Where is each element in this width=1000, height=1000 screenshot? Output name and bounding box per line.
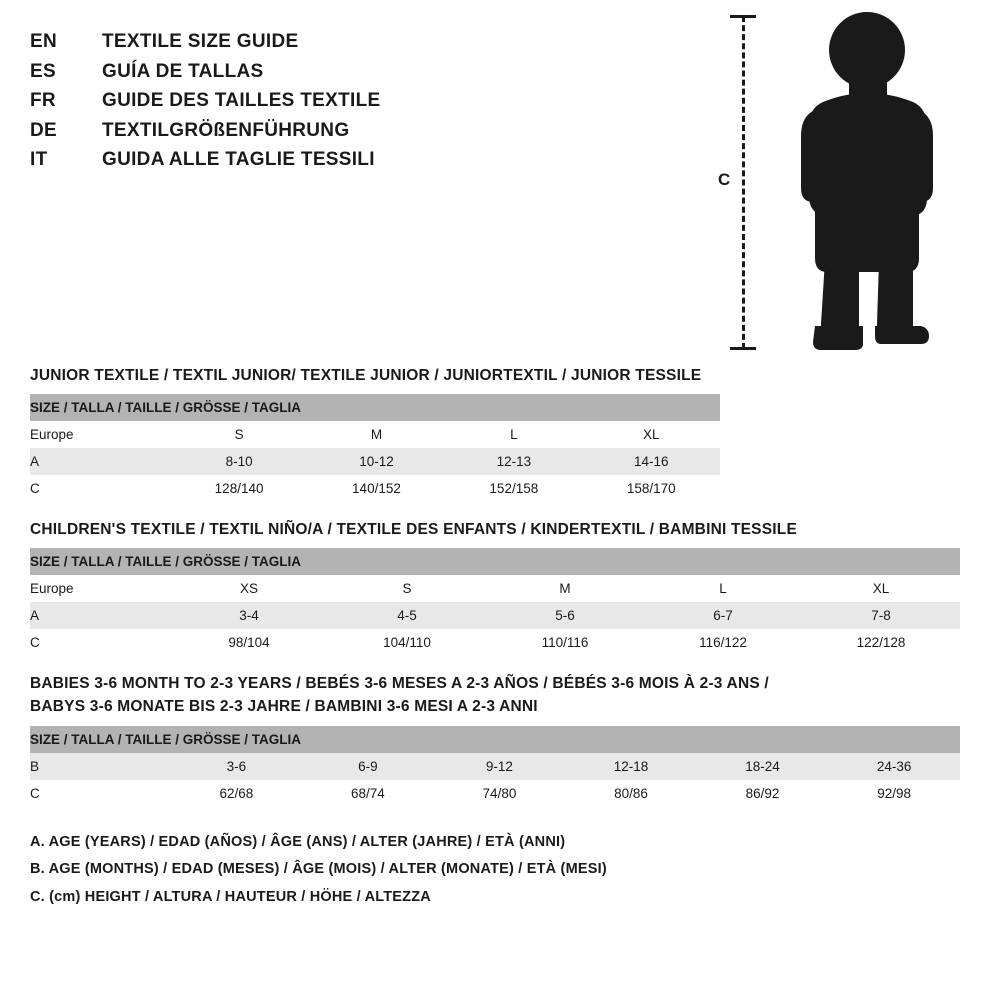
table-row: [30, 753, 960, 780]
row-value: 158/170: [583, 475, 720, 502]
header-language-code: IT: [30, 149, 48, 171]
section-title-line1: BABIES 3-6 MONTH TO 2-3 YEARS / BEBÉS 3-6 MESES A 2-3 AÑOS / BÉBÉS 3-6 MOIS À 2-3 ANS /: [30, 675, 769, 693]
header-row: [30, 87, 670, 115]
row-value: S: [170, 421, 307, 448]
row-value: 3-4: [170, 602, 328, 629]
header-language-code: FR: [30, 90, 56, 112]
row-label: A: [30, 448, 170, 475]
row-label: C: [30, 475, 170, 502]
table-row: [30, 421, 720, 448]
measure-cap-top: [730, 15, 756, 18]
row-value: XS: [170, 575, 328, 602]
row-value: 6-9: [302, 753, 434, 780]
header-title-text: GUÍA DE TALLAS: [102, 60, 264, 82]
table-header-row: [30, 726, 960, 753]
section-title: [30, 364, 970, 387]
row-value: 18-24: [697, 753, 829, 780]
row-value: M: [308, 421, 445, 448]
header-title-text: TEXTILGRÖßENFÜHRUNG: [102, 119, 350, 141]
header-row: [30, 146, 670, 174]
row-value: 6-7: [644, 602, 802, 629]
header-language-code: ES: [30, 60, 56, 82]
header-title-text: TEXTILE SIZE GUIDE: [102, 31, 299, 52]
table-row: [30, 629, 960, 656]
table-header-label: SIZE / TALLA / TAILLE / GRÖSSE / TAGLIA: [30, 394, 720, 421]
height-measure-figure: [718, 10, 960, 355]
row-label: C: [30, 629, 170, 656]
row-value: 140/152: [308, 475, 445, 502]
legend-item: B. AGE (MONTHS) / EDAD (MESES) / ÂGE (MOIS) / ALTER (MONATE) / ETÀ (MESI): [30, 861, 607, 878]
header-row: [30, 58, 670, 86]
legend-item: A. AGE (YEARS) / EDAD (AÑOS) / ÂGE (ANS) / ALTER (JAHRE) / ETÀ (ANNI): [30, 833, 566, 850]
size-tables-container: [30, 364, 970, 807]
table-header-row: [30, 394, 720, 421]
row-value: 5-6: [486, 602, 644, 629]
row-value: 68/74: [302, 780, 434, 807]
header-language-list: [30, 28, 670, 174]
row-value: 24-36: [828, 753, 960, 780]
table-header-row: [30, 548, 960, 575]
row-label: Europe: [30, 575, 170, 602]
section-title-line1: CHILDREN'S TEXTILE / TEXTIL NIÑO/A / TEXTILE DES ENFANTS / KINDERTEXTIL / BAMBINI TESSILE: [30, 520, 797, 538]
section-title-line2: BABYS 3-6 MONATE BIS 2-3 JAHRE / BAMBINI 3-6 MESI A 2-3 ANNI: [30, 698, 538, 716]
table-row: [30, 448, 720, 475]
section-title-line1: JUNIOR TEXTILE / TEXTIL JUNIOR/ TEXTILE JUNIOR / JUNIORTEXTIL / JUNIOR TESSILE: [30, 366, 702, 384]
row-value: 9-12: [434, 753, 566, 780]
row-value: L: [644, 575, 802, 602]
row-value: L: [445, 421, 582, 448]
row-value: 110/116: [486, 629, 644, 656]
table-row: [30, 475, 720, 502]
size-table: [30, 394, 720, 502]
header-language-code: DE: [30, 119, 57, 141]
header-row: [30, 117, 670, 145]
size-section: [30, 364, 970, 502]
table-header-label: SIZE / TALLA / TAILLE / GRÖSSE / TAGLIA: [30, 726, 960, 753]
row-value: XL: [802, 575, 960, 602]
row-value: 152/158: [445, 475, 582, 502]
size-section: [30, 518, 970, 656]
row-value: 3-6: [171, 753, 303, 780]
row-value: 14-16: [583, 448, 720, 475]
row-value: 8-10: [170, 448, 307, 475]
header-title-text: GUIDE DES TAILLES TEXTILE: [102, 90, 381, 112]
table-row: [30, 780, 960, 807]
row-value: 62/68: [171, 780, 303, 807]
section-title: [30, 672, 970, 719]
row-value: 104/110: [328, 629, 486, 656]
section-title: [30, 518, 970, 541]
row-value: 12-18: [565, 753, 697, 780]
row-value: 12-13: [445, 448, 582, 475]
size-section: [30, 672, 970, 807]
measure-dashed-line: [742, 16, 745, 349]
row-value: 122/128: [802, 629, 960, 656]
size-table: [30, 548, 960, 656]
row-value: 86/92: [697, 780, 829, 807]
table-header-label: SIZE / TALLA / TAILLE / GRÖSSE / TAGLIA: [30, 548, 960, 575]
measure-label-c: C: [718, 170, 731, 189]
row-label: Europe: [30, 421, 170, 448]
legend-item: C. (cm) HEIGHT / ALTURA / HAUTEUR / HÖHE / ALTEZZA: [30, 888, 431, 905]
row-value: 4-5: [328, 602, 486, 629]
row-value: 7-8: [802, 602, 960, 629]
row-label: A: [30, 602, 170, 629]
row-value: 116/122: [644, 629, 802, 656]
table-row: [30, 602, 960, 629]
row-value: XL: [583, 421, 720, 448]
row-value: 10-12: [308, 448, 445, 475]
row-value: 80/86: [565, 780, 697, 807]
header-language-code: EN: [30, 31, 57, 52]
row-value: 92/98: [828, 780, 960, 807]
row-value: M: [486, 575, 644, 602]
row-label: B: [30, 753, 171, 780]
row-value: 128/140: [170, 475, 307, 502]
table-row: [30, 575, 960, 602]
legend-list: [30, 829, 970, 912]
header-row: [30, 28, 670, 56]
row-label: C: [30, 780, 171, 807]
row-value: 74/80: [434, 780, 566, 807]
measure-cap-bottom: [730, 347, 756, 350]
child-silhouette-icon: [775, 10, 960, 355]
row-value: S: [328, 575, 486, 602]
header-title-text: GUIDA ALLE TAGLIE TESSILI: [102, 149, 375, 171]
row-value: 98/104: [170, 629, 328, 656]
size-table: [30, 726, 960, 807]
